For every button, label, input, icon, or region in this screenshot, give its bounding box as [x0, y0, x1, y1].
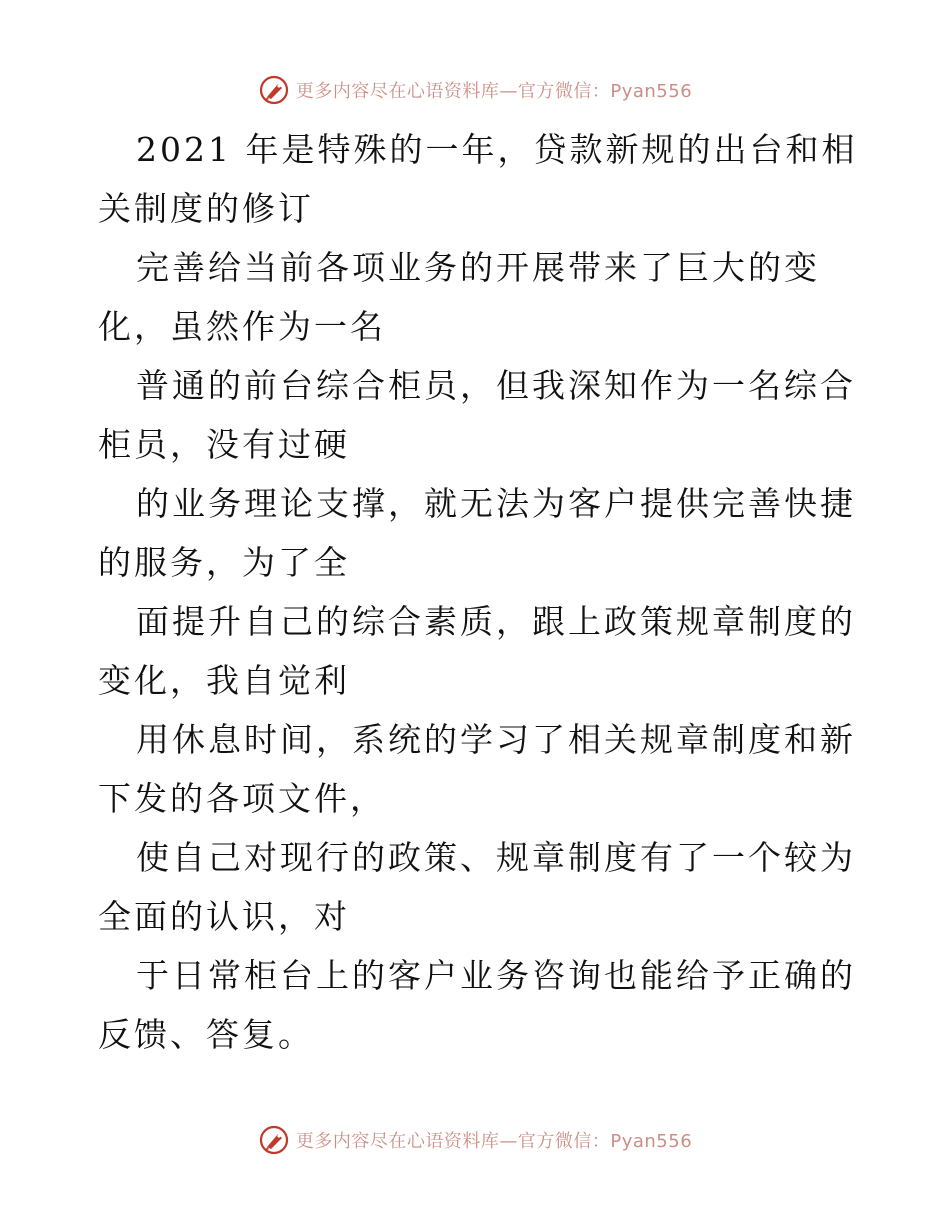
header-banner: [0, 70, 950, 110]
paragraph-8: 于日常柜台上的客户业务咨询也能给予正确的反馈、答复。: [98, 956, 856, 1054]
footer-banner: [0, 1120, 950, 1160]
paragraph-7: 使自己对现行的政策、规章制度有了一个较为全面的认识，对: [98, 838, 856, 936]
paragraph-3: 普通的前台综合柜员，但我深知作为一名综合柜员，没有过硬: [98, 366, 856, 464]
pen-nib-logo-icon: [258, 74, 290, 106]
paragraph-6: 用休息时间，系统的学习了相关规章制度和新下发的各项文件，: [98, 720, 856, 818]
paragraph-5: 面提升自己的综合素质，跟上政策规章制度的变化，我自觉利: [98, 602, 856, 700]
paragraph-4: 的业务理论支撑，就无法为客户提供完善快捷的服务，为了全: [98, 484, 856, 582]
paragraph-2: 完善给当前各项业务的开展带来了巨大的变化，虽然作为一名: [98, 248, 820, 346]
footer-banner-text: 更多内容尽在心语资料库—官方微信：Pyan556: [295, 1131, 693, 1152]
header-banner-text: 更多内容尽在心语资料库—官方微信：Pyan556: [295, 81, 693, 102]
document-body: [98, 120, 858, 1064]
pen-nib-logo-icon: [258, 1124, 290, 1156]
paragraph-1: 2021 年是特殊的一年，贷款新规的出台和相关制度的修订: [98, 130, 858, 228]
